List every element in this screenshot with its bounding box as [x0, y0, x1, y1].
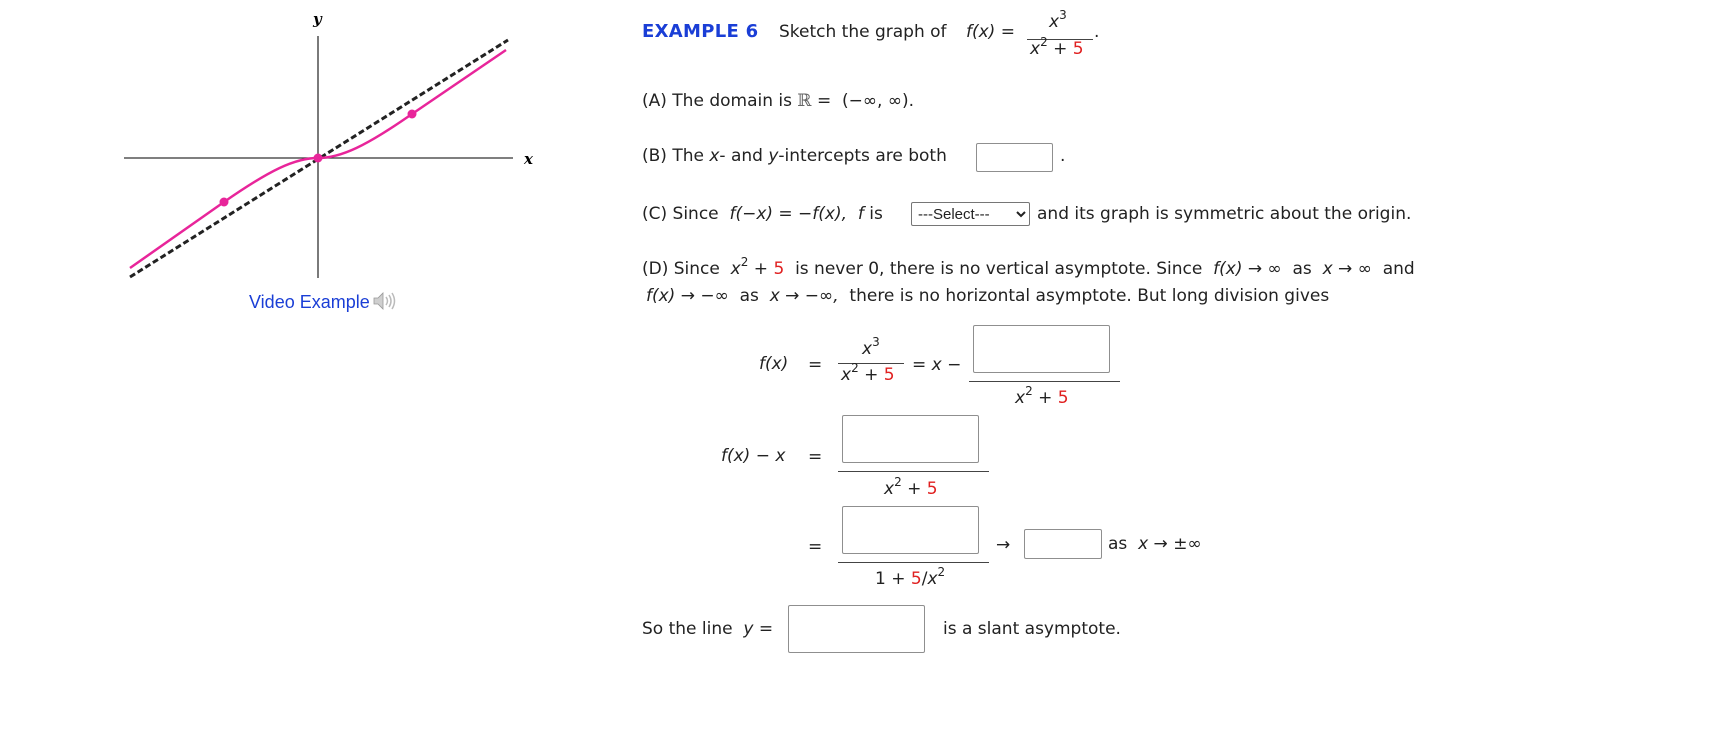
row1-fraction-bar [838, 363, 904, 364]
speaker-icon [371, 290, 399, 312]
row1-lhs: f(x) [759, 354, 789, 374]
part-d-line1: (D) Since $x^2 + 5$ is never 0, there is no vertical asymptote. Since f(x) → ∞ as x → ∞ and [642, 255, 1415, 279]
row3-denominator: $1 + 5/x^2$ [875, 565, 946, 589]
row3-eq: = [808, 537, 823, 557]
row1-fraction [838, 336, 908, 392]
example-fx: f(x) = [966, 22, 1015, 42]
example-denominator: $x^2 + 5$ [1030, 35, 1084, 59]
function-graph [120, 0, 550, 310]
row3-fraction-bar [838, 562, 989, 563]
curve-point-right [408, 110, 417, 119]
example-prompt: Sketch the graph of [779, 22, 947, 42]
part-d-line2: f(x) → −∞ as x → −∞, there is no horizontal asymptote. But long division gives [646, 286, 1330, 306]
row1-numerator: $x^3$ [862, 335, 880, 359]
row2-eq: = [808, 447, 823, 467]
example-numerator: $x^3$ [1049, 8, 1067, 32]
conclusion-tail: is a slant asymptote. [943, 619, 1121, 639]
intercepts-input[interactable] [976, 143, 1053, 172]
row1-eq: = [808, 355, 823, 375]
row1-rhs: = x − [912, 355, 962, 375]
y-axis-label: y [313, 10, 322, 28]
row2-fraction-bar [838, 471, 989, 472]
curve-point-left [220, 198, 229, 207]
row2-lhs: f(x) − x [721, 446, 786, 466]
example-label: EXAMPLE 6 [642, 21, 759, 42]
row2-denominator: $x^2 + 5$ [884, 475, 938, 499]
row3-limit-text: as x → ±∞ [1108, 534, 1202, 554]
part-b: (B) The x- and y-intercepts are both [642, 146, 947, 166]
limit-input[interactable] [1024, 529, 1102, 559]
curve-point-origin [314, 154, 323, 163]
reals-symbol: ℝ [797, 91, 812, 111]
example-period: . [1094, 22, 1100, 42]
slant-asymptote-input[interactable] [788, 605, 925, 653]
part-c-tail: and its graph is symmetric about the origin. [1037, 204, 1412, 224]
symmetry-select[interactable] [911, 202, 1030, 226]
part-b-period: . [1060, 146, 1066, 166]
row1-rhs-denominator: $x^2 + 5$ [1015, 384, 1069, 408]
row1-denominator: $x^2 + 5$ [841, 361, 895, 385]
remainder-numerator-input-3[interactable] [842, 506, 979, 554]
conclusion-text: So the line y = [642, 619, 774, 639]
video-example-label: Video Example [249, 292, 370, 312]
remainder-numerator-input-2[interactable] [842, 415, 979, 463]
row3-arrow: → [996, 535, 1011, 555]
example-fraction [1025, 6, 1095, 62]
part-c: (C) Since f(−x) = −f(x), f is [642, 204, 883, 224]
row1-rhs-fraction-bar [969, 381, 1120, 382]
remainder-numerator-input-1[interactable] [973, 325, 1110, 373]
x-axis-label: x [524, 150, 533, 168]
part-a: (A) The domain is ℝ = (−∞, ∞). [642, 91, 915, 111]
video-example-link[interactable] [249, 290, 399, 313]
